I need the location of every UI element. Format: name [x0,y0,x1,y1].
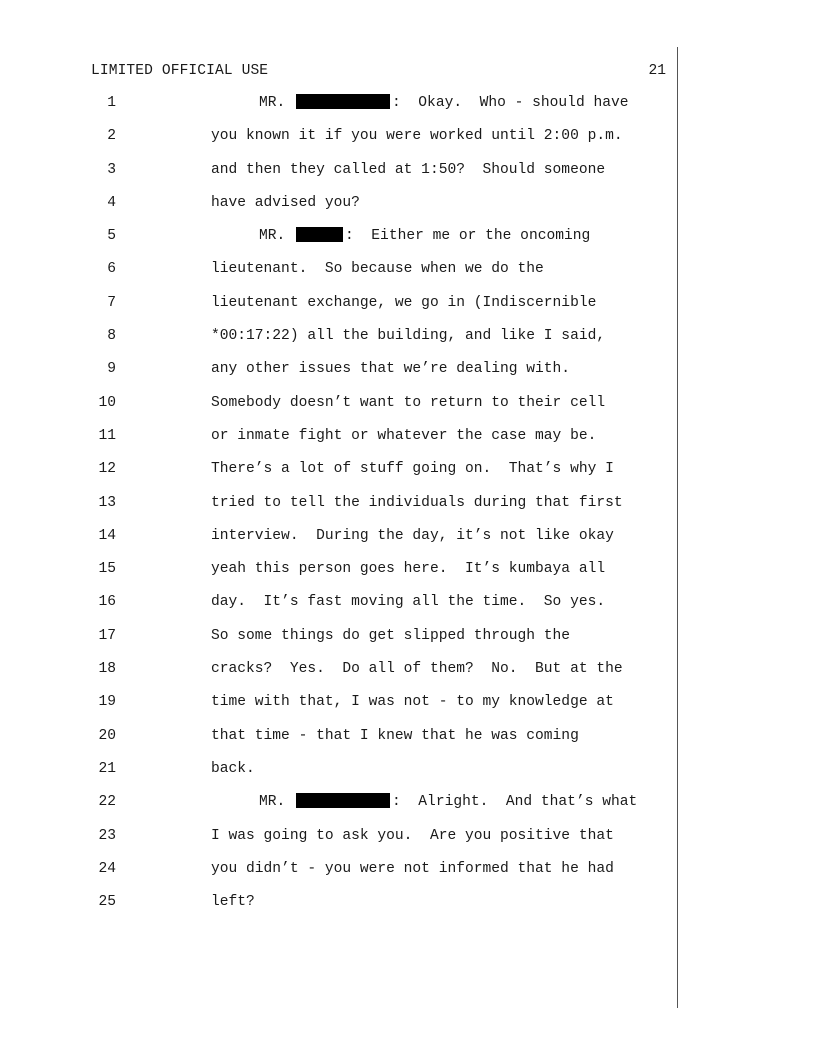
transcript-line [0,527,676,560]
transcript-line [0,161,676,194]
line-number: 5 [107,228,116,245]
line-number: 11 [98,427,116,444]
transcript-line [0,693,676,726]
transcript-line [0,727,676,760]
line-text: lieutenant. So because when we do the [211,261,544,278]
transcript-line [0,260,676,293]
transcript-line [0,294,676,327]
transcript-body [0,94,676,926]
transcript-line [0,194,676,227]
transcript-line [0,827,676,860]
transcript-line [0,427,676,460]
line-text: back. [211,760,255,777]
line-number: 10 [98,394,116,411]
line-text: and then they called at 1:50? Should someone [211,161,606,178]
line-text [259,94,629,112]
line-text: time with that, I was not - to my knowledge at [211,694,614,711]
line-text: Somebody doesn’t want to return to their cell [211,394,606,411]
line-text: *00:17:22) all the building, and like I said, [211,328,606,345]
line-number: 2 [107,128,116,145]
line-number: 15 [98,561,116,578]
line-number: 17 [98,627,116,644]
classification-header: LIMITED OFFICIAL USE [91,63,269,79]
line-number: 24 [98,860,116,877]
transcript-line [0,660,676,693]
line-number: 12 [98,461,116,478]
transcript-line [0,793,676,826]
line-text: or inmate fight or whatever the case may be. [211,427,597,444]
line-number: 23 [98,827,116,844]
line-text: any other issues that we’re dealing with. [211,361,571,378]
transcript-line [0,227,676,260]
transcript-line [0,360,676,393]
transcript-line [0,94,676,127]
transcript-line [0,494,676,527]
transcript-line [0,593,676,626]
line-text: have advised you? [211,194,360,211]
line-number: 9 [107,361,116,378]
line-text: I was going to ask you. Are you positive that [211,827,614,844]
line-number: 1 [107,95,116,111]
line-number: 13 [98,494,116,511]
line-number: 7 [107,294,116,311]
line-number: 6 [107,261,116,278]
transcript-line [0,560,676,593]
page-number: 21 [648,63,666,79]
line-text: day. It’s fast moving all the time. So yes. [211,594,606,611]
transcript-line [0,893,676,926]
right-margin-rule [677,47,678,1008]
speaker-statement: : Alright. And that’s what [392,794,638,811]
line-text: left? [211,894,255,911]
line-number: 19 [98,694,116,711]
line-number: 20 [98,727,116,744]
line-text: There’s a lot of stuff going on. That’s why I [211,461,614,478]
speaker-prefix: MR. [259,95,295,111]
transcript-line [0,394,676,427]
line-text [259,793,637,811]
line-text: So some things do get slipped through the [211,627,571,644]
line-text: you didn’t - you were not informed that he had [211,860,614,877]
line-text [259,227,590,245]
line-text: lieutenant exchange, we go in (Indiscernible [211,294,597,311]
line-text: cracks? Yes. Do all of them? No. But at the [211,661,623,678]
line-number: 18 [98,661,116,678]
redacted-name-block [296,227,343,242]
line-number: 22 [98,794,116,811]
line-text: that time - that I knew that he was coming [211,727,579,744]
line-text: yeah this person goes here. It’s kumbaya all [211,561,606,578]
redacted-name-block [296,94,390,109]
speaker-statement: : Okay. Who - should have [392,95,629,111]
transcript-line [0,327,676,360]
transcript-line [0,127,676,160]
line-number: 3 [107,161,116,178]
speaker-prefix: MR. [259,794,295,811]
line-text: tried to tell the individuals during that first [211,494,623,511]
line-number: 25 [98,894,116,911]
speaker-prefix: MR. [259,228,295,245]
transcript-line [0,627,676,660]
line-text: interview. During the day, it’s not like okay [211,527,614,544]
line-number: 14 [98,527,116,544]
line-number: 16 [98,594,116,611]
speaker-statement: : Either me or the oncoming [345,228,591,245]
redacted-name-block [296,793,390,808]
line-number: 8 [107,328,116,345]
transcript-line [0,460,676,493]
line-number: 4 [107,194,116,211]
line-text: you known it if you were worked until 2:00 p.m. [211,128,623,145]
transcript-line [0,760,676,793]
transcript-line [0,860,676,893]
line-number: 21 [98,760,116,777]
